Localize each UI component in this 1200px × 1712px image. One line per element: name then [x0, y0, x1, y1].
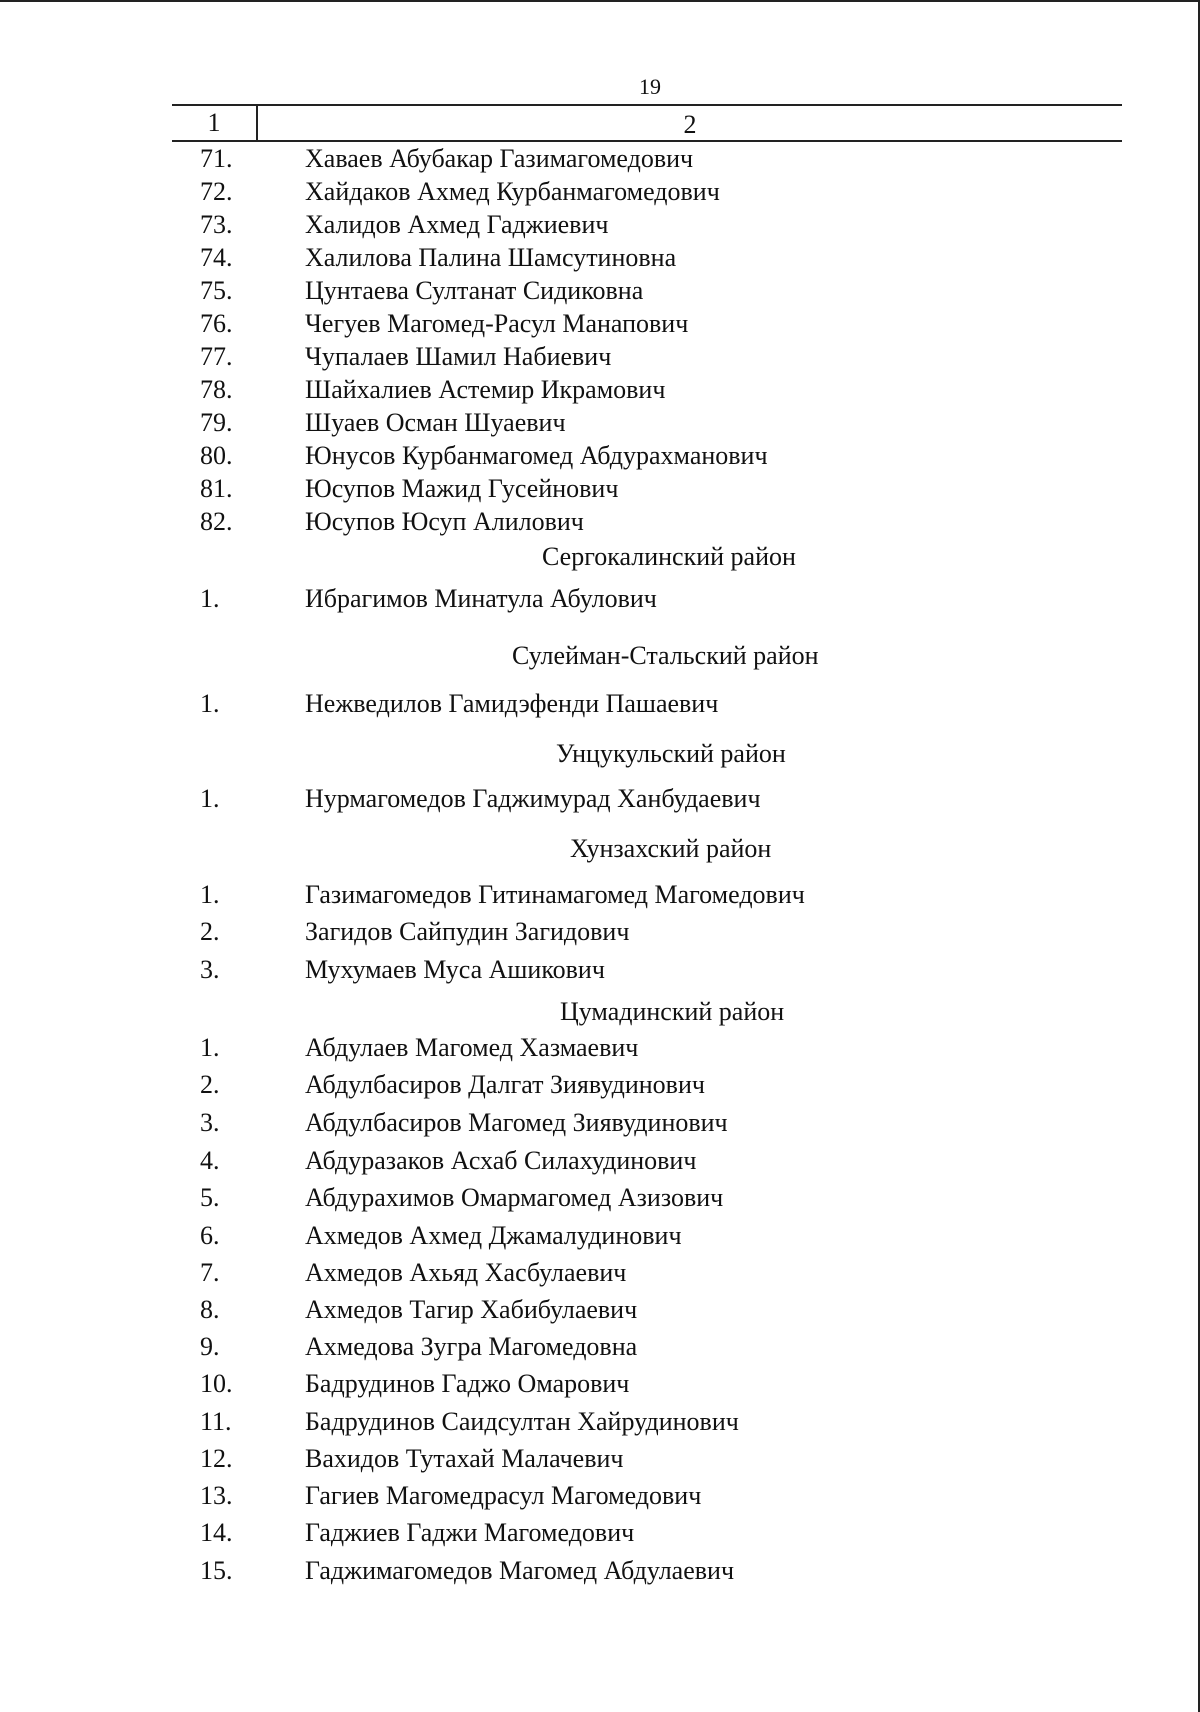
person-name: Ибрагимов Минатула Абулович	[305, 584, 657, 613]
person-name: Нежведилов Гамидэфенди Пашаевич	[305, 689, 719, 718]
district-heading-untsukul: Унцукульский район	[556, 739, 786, 768]
person-name: Чупалаев Шамил Набиевич	[305, 342, 612, 371]
person-name: Гагиев Магомедрасул Магомедович	[305, 1481, 702, 1510]
list-item	[0, 953, 1200, 987]
item-number: 1.	[200, 584, 220, 613]
list-item	[0, 439, 1200, 473]
list-item	[0, 915, 1200, 949]
item-number: 1.	[200, 784, 220, 813]
person-name: Халилова Палина Шамсутиновна	[305, 243, 677, 272]
person-name: Абдуразаков Асхаб Силахудинович	[305, 1146, 697, 1175]
person-name: Халидов Ахмед Гаджиевич	[305, 210, 609, 239]
page-edge-top	[0, 0, 1200, 2]
district-heading-suleiman-stalsky: Сулейман-Стальский район	[512, 641, 819, 670]
person-name: Абдурахимов Омармагомед Азизович	[305, 1183, 724, 1212]
table-header	[172, 104, 1122, 142]
item-number: 11.	[200, 1407, 232, 1436]
item-number: 10.	[200, 1369, 233, 1398]
district-heading-sergokala: Сергокалинский район	[542, 542, 796, 571]
person-name: Вахидов Тутахай Малачевич	[305, 1444, 624, 1473]
list-item	[0, 1256, 1200, 1290]
person-name: Юнусов Курбанмагомед Абдурахманович	[305, 441, 768, 470]
person-name: Абдулбасиров Далгат Зиявудинович	[305, 1070, 705, 1099]
list-item	[0, 878, 1200, 912]
list-item	[0, 1479, 1200, 1513]
person-name: Газимагомедов Гитинамагомед Магомедович	[305, 880, 805, 909]
item-number: 74.	[200, 243, 233, 272]
person-name: Бадрудинов Гаджо Омарович	[305, 1369, 630, 1398]
item-number: 3.	[200, 1108, 220, 1137]
item-number: 77.	[200, 342, 233, 371]
person-name: Нурмагомедов Гаджимурад Ханбудаевич	[305, 784, 761, 813]
list-item	[0, 241, 1200, 275]
list-item	[0, 782, 1200, 816]
item-number: 72.	[200, 177, 233, 206]
item-number: 81.	[200, 474, 233, 503]
item-number: 78.	[200, 375, 233, 404]
person-name: Юсупов Мажид Гусейнович	[305, 474, 619, 503]
list-item	[0, 1330, 1200, 1364]
list-item	[0, 505, 1200, 539]
table-header-col1: 1	[207, 108, 221, 137]
list-item	[0, 142, 1200, 176]
table-header-col2: 2	[683, 110, 697, 139]
item-number: 14.	[200, 1518, 233, 1547]
person-name: Загидов Сайпудин Загидович	[305, 917, 630, 946]
page-number: 19	[639, 74, 661, 99]
person-name: Гаджимагомедов Магомед Абдулаевич	[305, 1556, 735, 1585]
item-number: 1.	[200, 689, 220, 718]
item-number: 2.	[200, 917, 220, 946]
item-number: 8.	[200, 1295, 220, 1324]
item-number: 71.	[200, 144, 233, 173]
item-number: 9.	[200, 1332, 220, 1361]
person-name: Шуаев Осман Шуаевич	[305, 408, 566, 437]
item-number: 15.	[200, 1556, 233, 1585]
list-item	[0, 1554, 1200, 1588]
item-number: 82.	[200, 507, 233, 536]
list-item	[0, 1219, 1200, 1253]
item-number: 73.	[200, 210, 233, 239]
district-heading-khunzakh: Хунзахский район	[570, 834, 772, 863]
item-number: 79.	[200, 408, 233, 437]
list-item	[0, 274, 1200, 308]
person-name: Гаджиев Гаджи Магомедович	[305, 1518, 635, 1547]
list-item	[0, 1181, 1200, 1215]
item-number: 2.	[200, 1070, 220, 1099]
list-item	[0, 1442, 1200, 1476]
person-name: Юсупов Юсуп Алилович	[305, 507, 584, 536]
person-name: Абдулаев Магомед Хазмаевич	[305, 1033, 639, 1062]
person-name: Шайхалиев Астемир Икрамович	[305, 375, 666, 404]
list-item	[0, 472, 1200, 506]
list-item	[0, 582, 1200, 616]
list-item	[0, 175, 1200, 209]
person-name: Ахмедова Зугра Магомедовна	[305, 1332, 638, 1361]
person-name: Хаваев Абубакар Газимагомедович	[305, 144, 694, 173]
person-name: Бадрудинов Саидсултан Хайрудинович	[305, 1407, 739, 1436]
item-number: 5.	[200, 1183, 220, 1212]
list-item	[0, 208, 1200, 242]
list-item	[0, 1293, 1200, 1327]
person-name: Ахмедов Ахмед Джамалудинович	[305, 1221, 682, 1250]
person-name: Ахмедов Ахьяд Хасбулаевич	[305, 1258, 627, 1287]
item-number: 7.	[200, 1258, 220, 1287]
person-name: Мухумаев Муса Ашикович	[305, 955, 605, 984]
person-name: Чегуев Магомед-Расул Манапович	[305, 309, 689, 338]
district-heading-tsumada: Цумадинский район	[560, 997, 785, 1026]
item-number: 4.	[200, 1146, 220, 1175]
item-number: 1.	[200, 1033, 220, 1062]
table-header-top-rule	[172, 104, 1122, 106]
item-number: 1.	[200, 880, 220, 909]
item-number: 12.	[200, 1444, 233, 1473]
list-item	[0, 1405, 1200, 1439]
list-item	[0, 340, 1200, 374]
person-name: Цунтаева Султанат Сидиковна	[305, 276, 644, 305]
item-number: 76.	[200, 309, 233, 338]
list-item	[0, 687, 1200, 721]
person-name: Абдулбасиров Магомед Зиявудинович	[305, 1108, 728, 1137]
item-number: 3.	[200, 955, 220, 984]
item-number: 13.	[200, 1481, 233, 1510]
item-number: 75.	[200, 276, 233, 305]
list-item	[0, 1144, 1200, 1178]
list-item	[0, 1516, 1200, 1550]
list-item	[0, 373, 1200, 407]
item-number: 6.	[200, 1221, 220, 1250]
list-item	[0, 1068, 1200, 1102]
list-item	[0, 1106, 1200, 1140]
list-item	[0, 1031, 1200, 1065]
list-item	[0, 307, 1200, 341]
item-number: 80.	[200, 441, 233, 470]
list-item	[0, 1367, 1200, 1401]
list-item	[0, 406, 1200, 440]
person-name: Ахмедов Тагир Хабибулаевич	[305, 1295, 638, 1324]
person-name: Хайдаков Ахмед Курбанмагомедович	[305, 177, 720, 206]
